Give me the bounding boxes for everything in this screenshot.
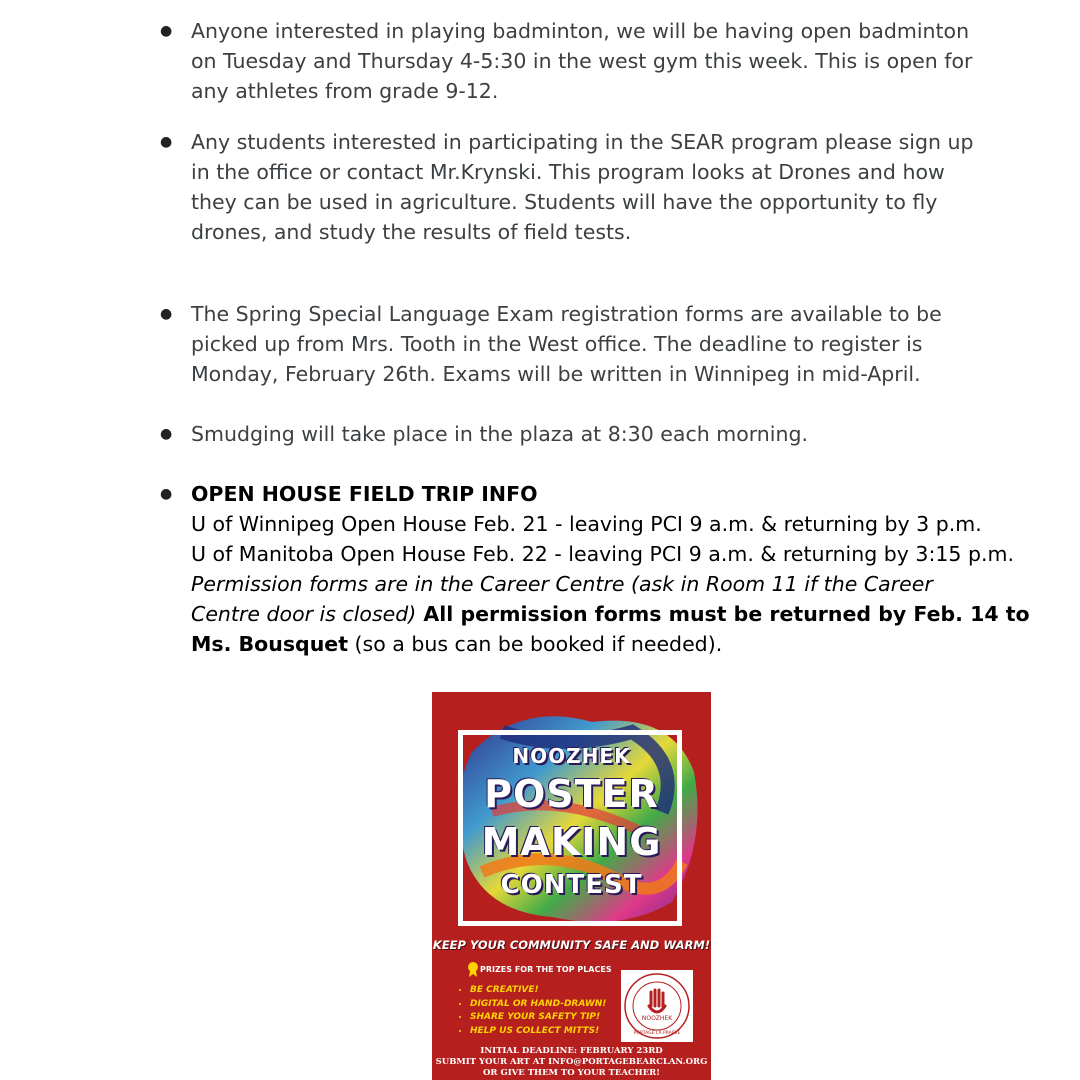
text-line: Anyone interested in playing badminton, we will be having open badminton [191, 19, 970, 43]
poster-list-item: • SHARE YOUR SAFETY TIP! [470, 1011, 606, 1025]
text-line: Smudging will take place in the plaza at 8:30 each morning. [191, 422, 809, 446]
poster-submit-line: SUBMIT YOUR ART AT INFO@PORTAGEBEARCLAN.ORG [435, 1057, 708, 1067]
text-line: any athletes from grade 9-12. [191, 79, 499, 103]
poster-list-item: • HELP US COLLECT MITTS! [470, 1025, 606, 1039]
bear-clan-logo [621, 970, 693, 1042]
svg-text:NOOZHEK: NOOZHEK [641, 1015, 673, 1022]
bullet-icon: ● [160, 134, 173, 150]
permission-note: Permission forms are in the Career Centre (ask in Room 11 if the Career [191, 572, 933, 596]
poster-title-poster: POSTER [484, 772, 659, 816]
bus-note: (so a bus can be booked if needed). [348, 632, 723, 656]
announcement-sear [160, 127, 1020, 247]
return-deadline: All permission forms must be returned by Feb. 14 to [416, 602, 1030, 626]
poster-teacher-line: OR GIVE THEM TO YOUR TEACHER! [483, 1068, 660, 1078]
bullet-icon: ● [160, 23, 173, 39]
text-line: picked up from Mrs. Tooth in the West office. The deadline to register is [191, 332, 923, 356]
announcement-smudging [160, 419, 1020, 449]
poster-deadline [432, 1046, 711, 1079]
return-contact: Ms. Bousquet [191, 632, 349, 656]
field-trip-heading: OPEN HOUSE FIELD TRIP INFO [191, 482, 538, 506]
text-line: The Spring Special Language Exam registration forms are available to be [191, 302, 942, 326]
text-line: Any students interested in participating in the SEAR program please sign up [191, 130, 974, 154]
announcement-field-trip [160, 479, 1030, 659]
text-line: drones, and study the results of field tests. [191, 220, 632, 244]
poster-title-making: MAKING [481, 820, 662, 864]
announcement-language-exam [160, 299, 1020, 389]
poster-tagline: KEEP YOUR COMMUNITY SAFE AND WARM! [432, 938, 711, 952]
poster-prizes: PRIZES FOR THE TOP PLACES [480, 965, 612, 974]
text-line: on Tuesday and Thursday 4-5:30 in the west gym this week. This is open for [191, 49, 973, 73]
poster-deadline-line: INITIAL DEADLINE: FEBRUARY 23RD [480, 1046, 663, 1056]
bullet-icon: ● [160, 306, 173, 322]
poster-list-item: • BE CREATIVE! [470, 984, 606, 998]
text-line: they can be used in agriculture. Students will have the opportunity to fly [191, 190, 938, 214]
text-line: in the office or contact Mr.Krynski. This program looks at Drones and how [191, 160, 945, 184]
permission-note-cont: Centre door is closed) [191, 602, 417, 626]
announcement-badminton [160, 16, 1020, 106]
medal-icon [466, 961, 480, 977]
poster-contest-image [432, 692, 711, 1080]
field-trip-winnipeg: U of Winnipeg Open House Feb. 21 - leaving PCI 9 a.m. & returning by 3 p.m. [191, 512, 982, 536]
poster-title-contest: CONTEST [500, 870, 643, 900]
bullet-icon: ● [160, 426, 173, 442]
poster-title-noozhek: NOOZHEK [512, 744, 631, 768]
bullet-icon: ● [160, 486, 173, 502]
text-line: Monday, February 26th. Exams will be written in Winnipeg in mid-April. [191, 362, 921, 386]
svg-text:PORTAGE LA PRAIRIE: PORTAGE LA PRAIRIE [633, 1031, 681, 1036]
poster-list-item: • DIGITAL OR HAND-DRAWN! [470, 998, 606, 1012]
field-trip-manitoba: U of Manitoba Open House Feb. 22 - leaving PCI 9 a.m. & returning by 3:15 p.m. [191, 542, 1015, 566]
poster-list [458, 984, 606, 1038]
